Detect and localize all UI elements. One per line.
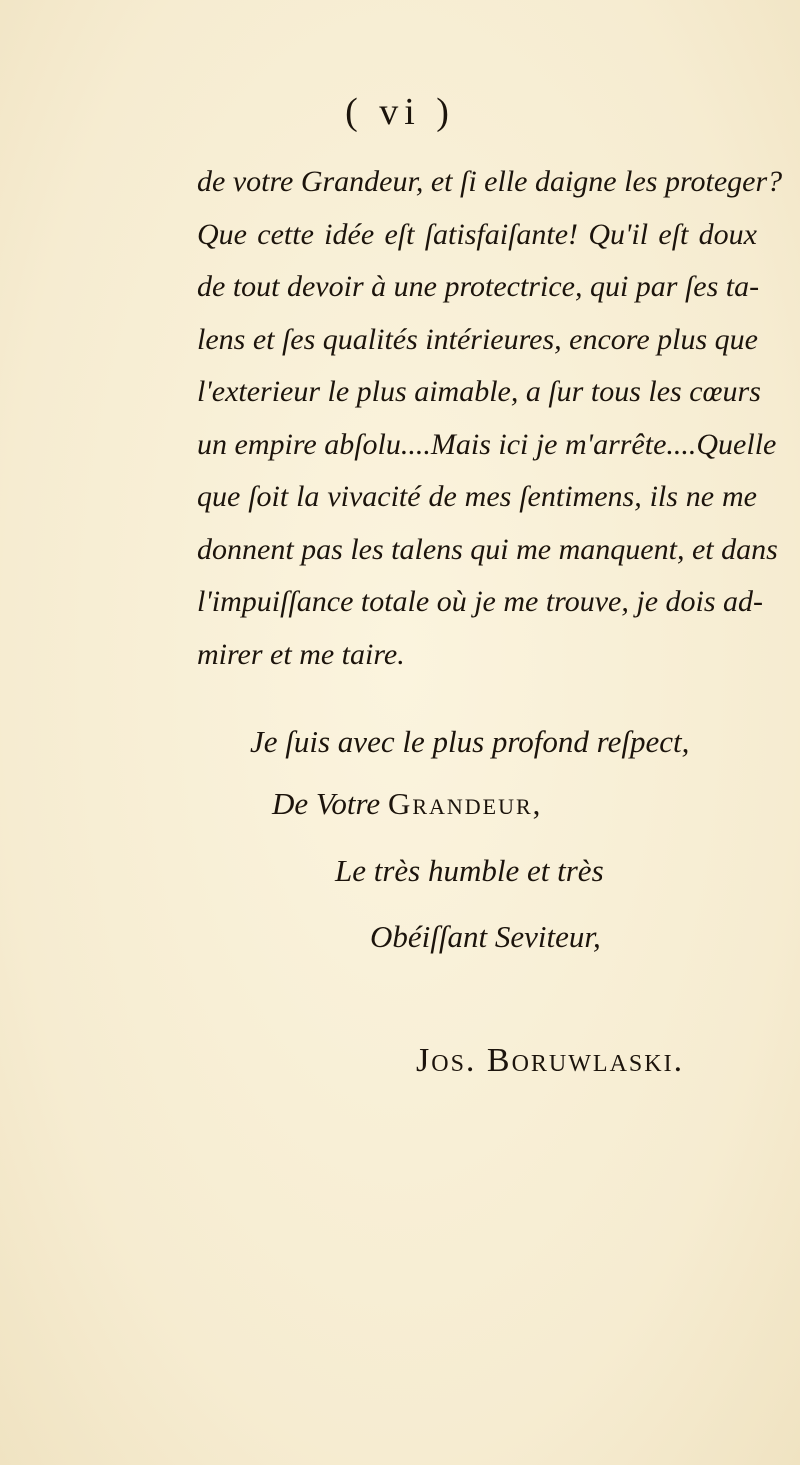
text-line: donnent pas les talens qui me manquent, et dans [197,532,778,566]
text-line: que ſoit la vivacité de mes ſentimens, ils ne me [197,480,757,513]
closing-humble: Le très humble et très [335,853,604,888]
text-line: de tout devoir à une protectrice, qui par ſes ta- [197,270,760,303]
text-line: de votre Grandeur, et ſi elle daigne les proteger? [197,165,783,198]
signature: Jos. Boruwlaski. [416,1042,685,1079]
text-line: l'exterieur le plus aimable, a ſur tous les cœurs [197,375,761,408]
dedication-paragraph [197,156,783,681]
text-line: lens et ſes qualités intérieures, encore plus que [197,322,758,356]
closing-salutation: Je ſuis avec le plus profond reſpect, [250,724,690,759]
text-line: un empire abſolu....Mais ici je m'arrête....Quelle [197,427,777,461]
closing-address-caps: Grandeur, [387,786,543,821]
text-line: mirer et me taire. [197,637,405,671]
text-line: l'impuiſſance totale où je me trouve, je dois ad- [197,585,764,618]
page-number: ( vi ) [345,91,455,133]
closing-address [272,786,542,822]
closing-servant: Obéiſſant Seviteur, [370,919,601,954]
closing-address-italic: De Votre [272,786,381,821]
text-line: Que cette idée eſt ſatisfaiſante! Qu'il eſt doux [197,217,757,251]
